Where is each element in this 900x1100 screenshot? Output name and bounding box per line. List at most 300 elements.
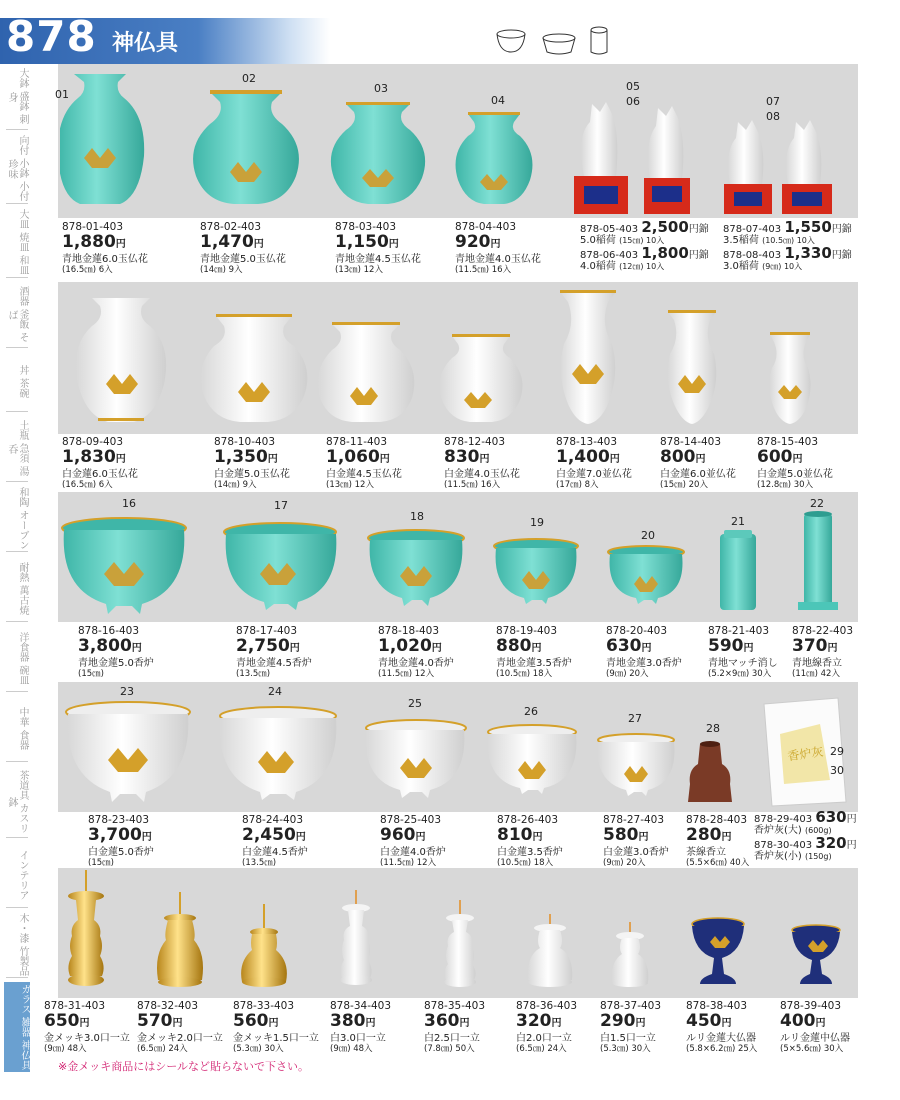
product-878-31[interactable] (44, 1001, 130, 1055)
page-header (0, 12, 330, 64)
product-size: (12.8㎝) 30入 (757, 480, 814, 490)
sidebar-item-13[interactable]: ガラス 雑器 神仏具 (4, 982, 30, 1072)
product-image-22 (798, 511, 838, 610)
yen-unit: 円 (688, 250, 699, 261)
product-code: 878-08-403 (723, 250, 782, 261)
product-price: 880 (496, 636, 532, 656)
yen-unit: 円 (743, 643, 754, 654)
product-image-02 (193, 90, 299, 204)
item-number: 26 (524, 705, 538, 718)
item-number: 08 (766, 110, 780, 123)
product-name: 金メッキ1.5口一立 (233, 1033, 319, 1044)
product-name: 青地金蓮5.0香炉 (78, 658, 154, 669)
product-price: 1,020 (378, 636, 432, 656)
product-image-16 (62, 518, 186, 614)
product-code: 878-14-403 (660, 436, 722, 448)
product-size: (14㎝) 9入 (200, 265, 243, 275)
product-image-09 (76, 298, 166, 422)
product-code: 878-29-403 (754, 814, 813, 825)
item-number: 25 (408, 697, 422, 710)
product-name: 青地金蓮4.0香炉 (378, 658, 454, 669)
yen-unit: 円 (289, 643, 300, 654)
yen-unit: 円 (532, 832, 543, 843)
page-title: 神仏具 (112, 31, 179, 56)
item-number: 20 (641, 529, 655, 542)
product-878-05[interactable] (580, 218, 720, 246)
yen-unit: 円 (609, 454, 620, 465)
product-size: (9㎝) 20入 (603, 858, 646, 868)
item-number: 27 (628, 712, 642, 725)
product-price: 1,470 (200, 232, 254, 252)
yen-unit: 円 (295, 832, 306, 843)
yen-unit: 円 (388, 239, 399, 250)
product-878-03[interactable] (335, 222, 421, 276)
product-price: 3,800 (78, 636, 132, 656)
yen-unit: 円 (635, 1018, 646, 1029)
product-size: (11㎝) 42入 (792, 669, 840, 679)
product-878-13[interactable] (556, 437, 632, 491)
item-number: 01 (55, 88, 69, 101)
product-name: 青地金蓮4.5玉仏花 (335, 254, 421, 265)
product-878-20[interactable] (606, 626, 682, 680)
product-image-05-06-fox-statues (574, 102, 690, 214)
product-878-33[interactable] (233, 1001, 319, 1055)
product-878-30[interactable] (754, 834, 864, 862)
product-size: (11.5㎝) 12入 (378, 669, 435, 679)
yen-unit: 円 (172, 1018, 183, 1029)
sidebar-item-5[interactable]: 土瓶 急須 湯呑 (6, 416, 28, 482)
sidebar-item-9[interactable]: 中華 食器 (6, 696, 28, 762)
bowl-icon (497, 30, 525, 52)
product-price: 320 (516, 1011, 552, 1031)
product-image-38 (692, 918, 744, 984)
yen-unit: 円 (131, 643, 142, 654)
product-name: 白金蓮4.0香炉 (380, 847, 446, 858)
product-name: 白金蓮5.0玉仏花 (214, 469, 290, 480)
yen-unit: 円 (641, 643, 652, 654)
product-name: 青地線香立 (792, 658, 842, 669)
product-image-20 (608, 546, 684, 604)
product-name: 錦3.5稲荷 (723, 224, 852, 246)
product-price: 280 (686, 825, 722, 845)
yen-unit: 円 (721, 832, 732, 843)
product-price: 1,550 (784, 218, 832, 236)
sidebar-item-12[interactable]: 木・漆 竹製品 (6, 912, 28, 978)
product-image-39 (792, 925, 840, 984)
yen-unit: 円 (792, 454, 803, 465)
product-878-25[interactable] (380, 815, 446, 869)
product-size: (13.5㎝) (242, 858, 277, 868)
product-878-12[interactable] (444, 437, 520, 491)
item-number: 23 (120, 685, 134, 698)
item-number: 03 (374, 82, 388, 95)
product-code: 878-15-403 (757, 436, 819, 448)
bag-label: 香炉灰 (786, 744, 825, 764)
product-878-19[interactable] (496, 626, 572, 680)
yen-unit: 円 (415, 832, 426, 843)
product-image-24 (220, 707, 337, 800)
product-image-15 (769, 332, 810, 424)
product-price: 630 (815, 808, 847, 826)
product-size: (9㎝) 10入 (762, 262, 803, 271)
product-size: (9㎝) 48入 (44, 1044, 87, 1054)
product-image-01 (60, 74, 144, 204)
product-size: (7.8㎝) 50入 (424, 1044, 475, 1054)
product-878-38[interactable] (686, 1001, 757, 1055)
product-code: 878-05-403 (580, 224, 639, 235)
sidebar-item-8[interactable]: 洋食器 碗皿 (6, 626, 28, 692)
yen-unit: 円 (115, 239, 126, 250)
product-price: 320 (815, 834, 847, 852)
product-name: 白2.5口一立 (424, 1033, 480, 1044)
category-sidebar (0, 64, 36, 1074)
yen-unit: 円 (827, 643, 838, 654)
product-878-10[interactable] (214, 437, 290, 491)
product-code: 878-01-403 (62, 221, 124, 233)
product-price: 1,060 (326, 447, 380, 467)
product-image-13 (560, 290, 616, 424)
yen-unit: 円 (831, 250, 842, 261)
product-price: 810 (497, 825, 533, 845)
product-size: (14㎝) 9入 (214, 480, 257, 490)
sidebar-item-7[interactable]: 耐熱 萬古焼 (6, 556, 28, 622)
yen-unit: 円 (479, 454, 490, 465)
product-878-24[interactable] (242, 815, 308, 869)
yen-unit: 円 (79, 1018, 90, 1029)
yen-unit: 円 (695, 454, 706, 465)
product-name: 白3.0口一立 (330, 1033, 386, 1044)
product-878-21[interactable] (708, 626, 778, 680)
product-image-37 (612, 922, 649, 987)
product-name: 錦4.0稲荷 (580, 250, 709, 272)
yen-unit: 円 (267, 454, 278, 465)
product-878-22[interactable] (792, 626, 853, 680)
product-name: 白金蓮4.0玉仏花 (444, 469, 520, 480)
product-878-01[interactable] (62, 222, 148, 276)
product-code: 878-31-403 (44, 1000, 106, 1012)
item-number: 24 (268, 685, 282, 698)
product-price: 1,830 (62, 447, 116, 467)
product-price: 1,350 (214, 447, 268, 467)
product-size: (5.5×6㎝) 40入 (686, 858, 750, 868)
product-name: 白金蓮7.0並仏花 (556, 469, 632, 480)
product-code: 878-22-403 (792, 625, 854, 637)
item-number: 21 (731, 515, 745, 528)
product-878-06[interactable] (580, 244, 720, 272)
product-878-02[interactable] (200, 222, 286, 276)
product-878-14[interactable] (660, 437, 736, 491)
product-price: 2,750 (236, 636, 290, 656)
product-878-07[interactable] (723, 218, 863, 246)
product-code: 878-28-403 (686, 814, 748, 826)
product-size: (150g) (805, 852, 832, 861)
product-code: 878-39-403 (780, 1000, 842, 1012)
product-code: 878-09-403 (62, 436, 124, 448)
yen-unit: 円 (253, 239, 264, 250)
product-name: 香炉灰(大) (754, 825, 802, 836)
product-code: 878-11-403 (326, 436, 388, 448)
product-code: 878-17-403 (236, 625, 298, 637)
yen-unit: 円 (688, 224, 699, 235)
yen-unit: 円 (846, 814, 857, 825)
product-image-25 (366, 720, 466, 798)
product-price: 1,400 (556, 447, 610, 467)
product-image-23 (66, 702, 190, 802)
product-price: 290 (600, 1011, 636, 1031)
product-name: 青地金蓮5.0玉仏花 (200, 254, 286, 265)
product-name: 青地金蓮3.5香炉 (496, 658, 572, 669)
product-image-26 (488, 725, 577, 794)
product-878-34[interactable] (330, 1001, 391, 1055)
row3-products (60, 494, 860, 622)
item-number: 04 (491, 94, 505, 107)
item-number: 16 (122, 497, 136, 510)
product-name: 白2.0口一立 (516, 1033, 572, 1044)
product-code: 878-34-403 (330, 1000, 392, 1012)
product-size: (10.5㎝) 10入 (762, 236, 815, 245)
product-price: 370 (792, 636, 828, 656)
product-878-04[interactable] (455, 222, 541, 276)
product-name: 白金蓮5.0並仏花 (757, 469, 833, 480)
product-878-37[interactable] (600, 1001, 661, 1055)
page-number: 878 (6, 12, 97, 61)
product-size: (10.5㎝) 18入 (497, 858, 554, 868)
product-price: 1,330 (784, 244, 832, 262)
product-878-35[interactable] (424, 1001, 485, 1055)
product-size: (5×5.6㎝) 30入 (780, 1044, 844, 1054)
product-image-31 (68, 870, 104, 986)
product-code: 878-24-403 (242, 814, 304, 826)
product-name: 白金蓮3.5香炉 (497, 847, 563, 858)
product-size: (11.5㎝) 16入 (455, 265, 512, 275)
product-code: 878-20-403 (606, 625, 668, 637)
product-878-26[interactable] (497, 815, 563, 869)
product-name: 茶線香立 (686, 847, 726, 858)
product-878-23[interactable] (88, 815, 154, 869)
product-image-10 (201, 314, 308, 422)
product-name: 青地金蓮6.0玉仏花 (62, 254, 148, 265)
product-price: 360 (424, 1011, 460, 1031)
item-number: 29 (830, 745, 844, 758)
product-size: (6.5㎝) 24入 (516, 1044, 567, 1054)
product-code: 878-23-403 (88, 814, 150, 826)
product-878-11[interactable] (326, 437, 402, 491)
product-price: 380 (330, 1011, 366, 1031)
product-size: (6.5㎝) 24入 (137, 1044, 188, 1054)
product-price: 2,500 (641, 218, 689, 236)
product-size: (12㎝) 10入 (619, 262, 665, 271)
product-878-18[interactable] (378, 626, 454, 680)
product-878-09[interactable] (62, 437, 138, 491)
item-number: 19 (530, 516, 544, 529)
yen-unit: 円 (815, 1018, 826, 1029)
sidebar-item-11[interactable]: インテリア (6, 842, 28, 908)
product-code: 878-32-403 (137, 1000, 199, 1012)
product-name: 白金蓮6.0並仏花 (660, 469, 736, 480)
product-code: 878-16-403 (78, 625, 140, 637)
product-878-15[interactable] (757, 437, 833, 491)
product-image-33 (241, 904, 287, 987)
product-image-18 (368, 530, 464, 606)
product-878-08[interactable] (723, 244, 863, 272)
product-price: 920 (455, 232, 491, 252)
product-size: (13.5㎝) (236, 669, 271, 679)
product-price: 600 (757, 447, 793, 467)
product-size: (16.5㎝) 6入 (62, 265, 113, 275)
yen-unit: 円 (831, 224, 842, 235)
product-name: 錦5.0稲荷 (580, 224, 709, 246)
product-price: 450 (686, 1011, 722, 1031)
product-878-28[interactable] (686, 815, 749, 869)
product-image-28 (688, 741, 732, 802)
product-name: 白金蓮4.5玉仏花 (326, 469, 402, 480)
product-price: 650 (44, 1011, 80, 1031)
product-image-04 (456, 112, 533, 204)
item-number: 17 (274, 499, 288, 512)
item-number: 18 (410, 510, 424, 523)
product-image-19 (494, 539, 578, 604)
product-878-29[interactable] (754, 808, 864, 836)
product-code: 878-38-403 (686, 1000, 748, 1012)
product-image-14 (668, 310, 717, 424)
row2-products (60, 284, 860, 434)
product-name: 金メッキ2.0口一立 (137, 1033, 223, 1044)
product-name: 青地マッチ消し (708, 658, 778, 669)
product-code: 878-35-403 (424, 1000, 486, 1012)
product-image-35 (444, 900, 476, 987)
product-code: 878-13-403 (556, 436, 618, 448)
product-size: (11.5㎝) 12入 (380, 858, 437, 868)
product-price: 800 (660, 447, 696, 467)
product-code: 878-33-403 (233, 1000, 295, 1012)
cup-icon (543, 34, 575, 54)
product-878-17[interactable] (236, 626, 312, 680)
product-price: 630 (606, 636, 642, 656)
product-code: 878-30-403 (754, 840, 813, 851)
product-878-16[interactable] (78, 626, 154, 680)
product-price: 560 (233, 1011, 269, 1031)
yen-unit: 円 (115, 454, 126, 465)
product-name: 青地金蓮4.5香炉 (236, 658, 312, 669)
item-number: 05 (626, 80, 640, 93)
product-size: (16.5㎝) 6入 (62, 480, 113, 490)
product-image-03 (331, 102, 425, 204)
sidebar-item-2[interactable]: 大皿 焼皿 和皿 (6, 208, 28, 278)
sidebar-item-0[interactable]: 大鉢 盛鉢 刺身 (6, 64, 28, 130)
row4-products (60, 684, 860, 812)
yen-unit: 円 (531, 643, 542, 654)
product-name: 白金蓮6.0玉仏花 (62, 469, 138, 480)
product-878-36[interactable] (516, 1001, 577, 1055)
product-image-21 (720, 530, 756, 610)
sidebar-item-1[interactable]: 向付 小鉢 小付珍味 (6, 134, 28, 204)
product-878-27[interactable] (603, 815, 669, 869)
sidebar-item-4[interactable]: 丼 茶碗 (6, 352, 28, 412)
product-size: (5.3㎝) 30入 (600, 1044, 651, 1054)
product-price: 580 (603, 825, 639, 845)
yen-unit: 円 (490, 239, 501, 250)
yen-unit: 円 (141, 832, 152, 843)
product-size: (600g) (805, 826, 832, 835)
sidebar-item-6[interactable]: 和陶 オーブン (6, 486, 28, 552)
product-code: 878-26-403 (497, 814, 559, 826)
product-price: 830 (444, 447, 480, 467)
product-code: 878-19-403 (496, 625, 558, 637)
product-878-32[interactable] (137, 1001, 223, 1055)
item-number: 02 (242, 72, 256, 85)
product-name: ルリ金蓮大仏器 (686, 1033, 756, 1044)
product-price: 3,700 (88, 825, 142, 845)
product-size: (5.8×6.2㎝) 25入 (686, 1044, 758, 1054)
yen-unit: 円 (846, 840, 857, 851)
yen-unit: 円 (638, 832, 649, 843)
product-code: 878-07-403 (723, 224, 782, 235)
product-878-39[interactable] (780, 1001, 850, 1055)
yen-unit: 円 (365, 1018, 376, 1029)
item-number: 06 (626, 95, 640, 108)
product-name: 白金蓮4.5香炉 (242, 847, 308, 858)
sidebar-item-3[interactable]: 酒器 釜飯 そば (6, 282, 28, 348)
product-size: (9㎝) 20入 (606, 669, 649, 679)
product-name: 白金蓮5.0香炉 (88, 847, 154, 858)
product-code: 878-21-403 (708, 625, 770, 637)
product-size: (5.2×9㎝) 30入 (708, 669, 772, 679)
product-name: 白1.5口一立 (600, 1033, 656, 1044)
product-name: 白金蓮3.0香炉 (603, 847, 669, 858)
product-price: 1,800 (641, 244, 689, 262)
product-name: 金メッキ3.0口一立 (44, 1033, 130, 1044)
yen-unit: 円 (268, 1018, 279, 1029)
product-size: (15㎝) 10入 (619, 236, 665, 245)
product-size: (17㎝) 8入 (556, 480, 599, 490)
product-price: 590 (708, 636, 744, 656)
product-size: (15㎝) 20入 (660, 480, 708, 490)
product-size: (5.3㎝) 30入 (233, 1044, 284, 1054)
yen-unit: 円 (431, 643, 442, 654)
product-price: 2,450 (242, 825, 296, 845)
product-image-27 (598, 734, 675, 796)
product-name: 香炉灰(小) (754, 851, 802, 862)
product-code: 878-36-403 (516, 1000, 578, 1012)
product-code: 878-04-403 (455, 221, 517, 233)
category-icons (495, 22, 620, 58)
footer-note: ※金メッキ商品にはシールなど貼らないで下さい。 (58, 1060, 309, 1073)
yen-unit: 円 (551, 1018, 562, 1029)
product-name: 錦3.0稲荷 (723, 250, 852, 272)
product-image-17 (224, 523, 336, 610)
product-image-11 (318, 322, 415, 422)
product-price: 570 (137, 1011, 173, 1031)
sidebar-item-10[interactable]: 茶道具 カスリ鉢 (6, 766, 28, 838)
row1-products (60, 66, 880, 218)
product-size: (9㎝) 48入 (330, 1044, 373, 1054)
product-code: 878-12-403 (444, 436, 506, 448)
product-image-36 (528, 914, 573, 987)
product-image-32 (157, 892, 203, 987)
cylinder-icon (591, 27, 607, 54)
product-price: 960 (380, 825, 416, 845)
product-name: ルリ金蓮中仏器 (780, 1033, 850, 1044)
product-image-07-08-fox-statues (724, 120, 832, 214)
product-code: 878-18-403 (378, 625, 440, 637)
product-price: 1,880 (62, 232, 116, 252)
product-code: 878-03-403 (335, 221, 397, 233)
product-name: 青地金蓮3.0香炉 (606, 658, 682, 669)
product-size: (10.5㎝) 18入 (496, 669, 553, 679)
yen-unit: 円 (721, 1018, 732, 1029)
product-code: 878-37-403 (600, 1000, 662, 1012)
product-code: 878-25-403 (380, 814, 442, 826)
